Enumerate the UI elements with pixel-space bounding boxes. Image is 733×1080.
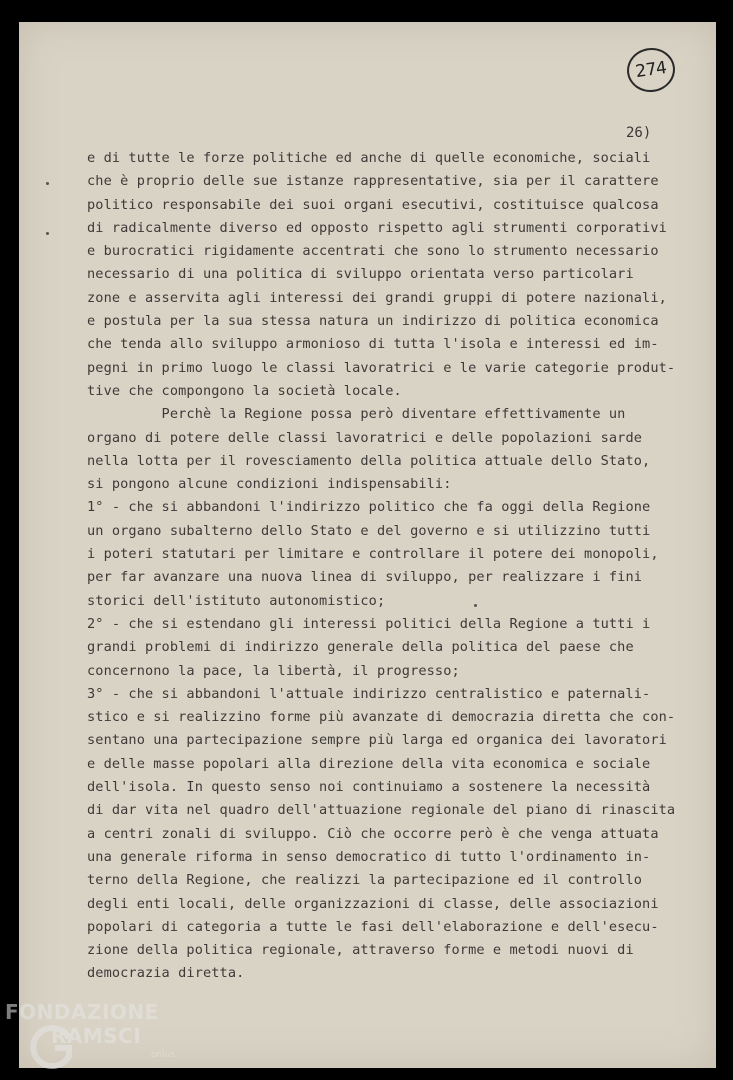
text-line: e delle masse popolari alla direzione della vita economica e sociale <box>87 755 651 772</box>
text-line: concernono la pace, la libertà, il progresso; <box>87 662 460 679</box>
archive-stamp <box>624 45 678 95</box>
text-line: e postula per la sua stessa natura un indirizzo di politica economica <box>87 313 659 330</box>
text-line: nella lotta per il rovesciamento della politica attuale dello Stato, <box>87 452 651 469</box>
page-number: 26) <box>626 125 652 141</box>
document-page <box>19 22 716 1068</box>
text-line: dell'isola. In questo senso noi continuiamo a sostenere la necessità <box>87 779 651 796</box>
text-line: che tenda allo sviluppo armonioso di tutta l'isola e interessi ed im- <box>87 336 659 353</box>
text-line: degli enti locali, delle organizzazioni di classe, delle associazioni <box>87 895 659 912</box>
text-line: sentano una partecipazione sempre più larga ed organica dei lavoratori <box>87 732 667 749</box>
text-line: pegni in primo luogo le classi lavoratrici e le varie categorie produt- <box>87 359 676 376</box>
text-line: democrazia diretta. <box>87 965 245 982</box>
text-line: 2° - che si estendano gli interessi politici della Regione a tutti i <box>87 615 651 632</box>
text-line: di radicalmente diverso ed opposto rispetto agli strumenti corporativi <box>87 219 667 236</box>
watermark-line-1: FONDAZIONE <box>5 1000 159 1024</box>
text-line: zone e asservita agli interessi dei grandi gruppi di potere nazionali, <box>87 289 667 306</box>
text-line: a centri zonali di sviluppo. Ciò che occorre però è che venga attuata <box>87 825 659 842</box>
text-line: un organo subalterno dello Stato e del governo e si utilizzino tutti <box>87 522 651 539</box>
text-line: storici dell'istituto autonomistico; <box>87 592 386 609</box>
text-line: i poteri statutari per limitare e controllare il potere dei monopoli, <box>87 546 659 563</box>
text-line: politico responsabile dei suoi organi esecutivi, costituisce qualcosa <box>87 196 659 213</box>
text-line: una generale riforma in senso democratico di tutto l'ordinamento in- <box>87 848 651 865</box>
margin-mark <box>46 182 49 185</box>
text-line: per far avanzare una nuova linea di sviluppo, per realizzare i fini <box>87 569 643 586</box>
archive-stamp-number: 274 <box>634 57 668 83</box>
fondazione-gramsci-watermark <box>3 998 193 1078</box>
text-line: grandi problemi di indirizzo generale della politica del paese che <box>87 639 634 656</box>
text-line: che è proprio delle sue istanze rappresentative, sia per il carattere <box>87 173 659 190</box>
text-line: stico e si realizzino forme più avanzate di democrazia diretta che con- <box>87 709 676 726</box>
text-line: e di tutte le forze politiche ed anche di quelle economiche, sociali <box>87 150 651 166</box>
text-line: e burocratici rigidamente accentrati che sono lo strumento necessario <box>87 243 659 260</box>
text-line: si pongono alcune condizioni indispensabili: <box>87 476 452 493</box>
text-line: organo di potere delle classi lavoratrici e delle popolazioni sarde <box>87 429 643 446</box>
text-line: di dar vita nel quadro dell'attuazione regionale del piano di rinascita <box>87 802 676 819</box>
watermark-onlus: onlus <box>151 1050 176 1060</box>
document-body <box>87 147 707 986</box>
text-line: 1° - che si abbandoni l'indirizzo politico che fa oggi della Regione <box>87 499 651 516</box>
watermark-line-2: RAMSCI <box>51 1024 142 1048</box>
text-line: terno della Regione, che realizzi la partecipazione ed il controllo <box>87 872 643 889</box>
text-line: necessario di una politica di sviluppo orientata verso particolari <box>87 266 634 283</box>
text-line: 3° - che si abbandoni l'attuale indirizzo centralistico e paternali- <box>87 685 651 702</box>
text-line: zione della politica regionale, attraverso forme e metodi nuovi di <box>87 942 634 959</box>
text-line: tive che compongono la società locale. <box>87 382 402 399</box>
text-line: Perchè la Regione possa però diventare effettivamente un <box>87 406 626 423</box>
text-line: popolari di categoria a tutte le fasi dell'elaborazione e dell'esecu- <box>87 918 659 935</box>
margin-mark <box>46 232 49 235</box>
